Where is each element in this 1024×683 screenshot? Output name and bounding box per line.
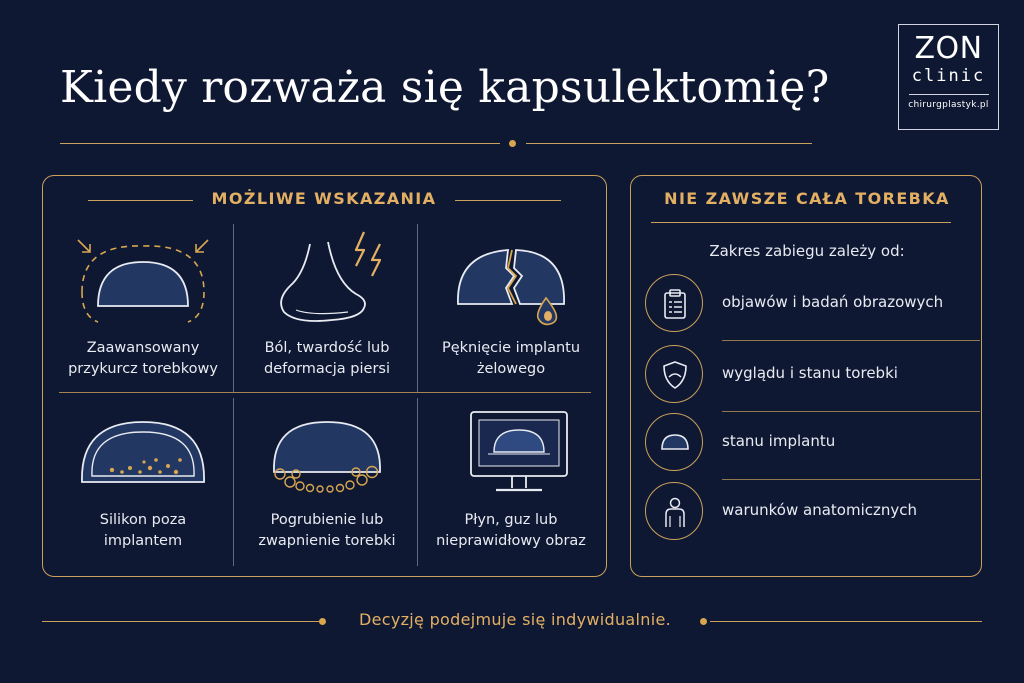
footer-text: Decyzję podejmuje się indywidualnie. bbox=[358, 610, 671, 629]
indication-label-line1: Pęknięcie implantu bbox=[441, 340, 581, 356]
scope-item-capsule bbox=[645, 345, 975, 407]
indication-rupture bbox=[421, 228, 601, 394]
breast-pain-icon bbox=[252, 224, 402, 330]
implant-icon bbox=[659, 427, 691, 459]
footer bbox=[0, 610, 1024, 634]
indication-label-line1: Ból, twardość lub bbox=[264, 340, 390, 356]
indication-label-line2: implantem bbox=[103, 533, 183, 549]
calcified-capsule-icon bbox=[252, 412, 402, 502]
scope-item-symptoms bbox=[645, 274, 975, 336]
scope-item-implant bbox=[645, 413, 975, 475]
indications-panel bbox=[42, 175, 607, 577]
person-icon bbox=[659, 496, 691, 528]
scope-item-anatomy bbox=[645, 482, 975, 544]
clipboard-icon bbox=[659, 288, 691, 320]
title-divider bbox=[60, 143, 812, 145]
scope-item-label: stanu implantu bbox=[722, 432, 836, 450]
indication-label-line1: Zaawansowany bbox=[86, 340, 200, 356]
logo-url: chirurgplastyk.pl bbox=[908, 100, 989, 110]
indications-heading: MOŻLIWE WSKAZANIA bbox=[211, 189, 437, 208]
scope-subheading: Zakres zabiegu zależy od: bbox=[709, 242, 905, 260]
scope-item-label: wyglądu i stanu torebki bbox=[722, 364, 898, 382]
silicone-leak-icon bbox=[68, 412, 218, 502]
indication-label-line2: nieprawidłowy obraz bbox=[436, 533, 586, 549]
indication-label-line2: przykurcz torebkowy bbox=[68, 361, 218, 377]
logo-zon: ZON bbox=[914, 31, 983, 66]
contracted-capsule-icon bbox=[68, 234, 218, 330]
indication-pain-deformity bbox=[237, 224, 417, 394]
indication-label-line2: żelowego bbox=[476, 361, 546, 377]
scope-item-label: objawów i badań obrazowych bbox=[722, 293, 944, 311]
indication-thickening bbox=[237, 412, 417, 572]
imaging-monitor-icon bbox=[436, 408, 586, 504]
indication-label-line2: deformacja piersi bbox=[263, 361, 390, 377]
scope-panel bbox=[630, 175, 982, 577]
zon-clinic-logo bbox=[898, 24, 999, 130]
scope-heading: NIE ZAWSZE CAŁA TOREBKA bbox=[664, 189, 950, 208]
indication-contracture bbox=[53, 234, 233, 394]
indication-label-line1: Silikon poza bbox=[99, 512, 187, 528]
ruptured-implant-icon bbox=[436, 228, 586, 328]
scope-item-label: warunków anatomicznych bbox=[722, 501, 917, 519]
logo-clinic: clinic bbox=[911, 66, 986, 86]
indication-label-line2: zwapnienie torebki bbox=[258, 533, 396, 549]
indication-silicone-outside bbox=[53, 412, 233, 572]
indication-label-line1: Płyn, guz lub bbox=[464, 512, 558, 528]
indication-imaging bbox=[421, 408, 601, 572]
indication-label-line1: Pogrubienie lub bbox=[270, 512, 384, 528]
shield-icon bbox=[659, 359, 691, 391]
page-title: Kiedy rozważa się kapsulektomię? bbox=[60, 62, 830, 113]
